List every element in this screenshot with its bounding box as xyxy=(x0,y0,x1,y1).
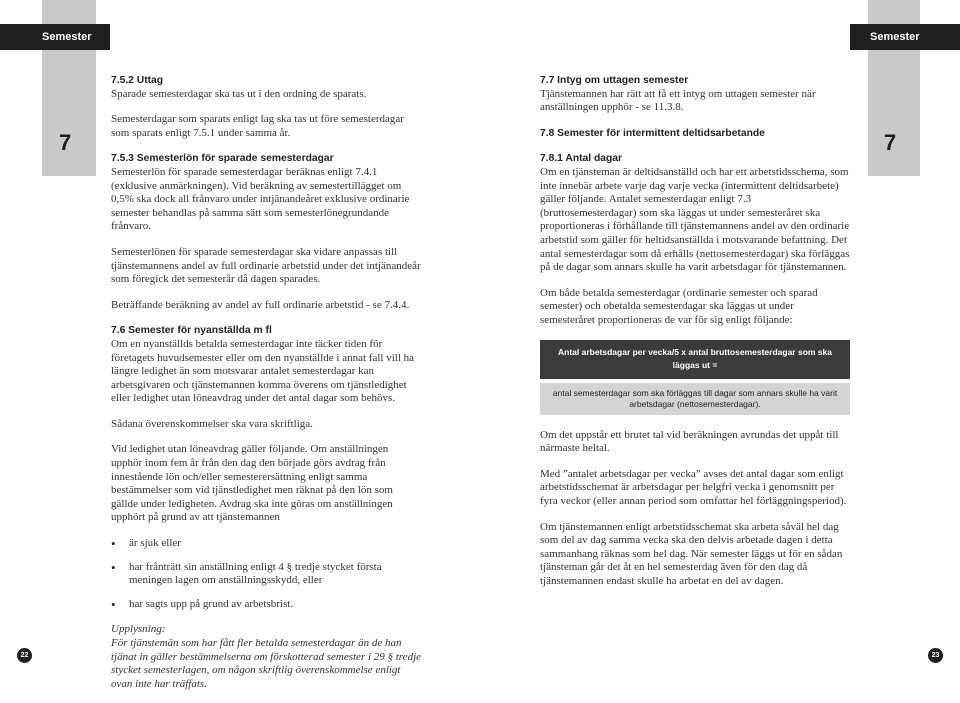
note-block xyxy=(111,623,421,691)
paragraph: Semesterdagar som sparats enligt lag ska tas ut före semesterdagar som sparats enligt 7.5.1 under samma år. xyxy=(111,113,404,139)
right-page-number: 23 xyxy=(928,648,943,663)
section-7-8-1 xyxy=(540,152,850,274)
paragraph: Vid ledighet utan löneavdrag gäller följande. Om anställningen upphör inom fem år från den dag den började görs avdrag från innestående lön och/eller semesterersättning enligt samma bestämmelser som vid tjänstledighet men räknat på den lön som gällde under ledigheten. Avdrag ska inte göras om anställningen upphört på grund av att tjänstemannen xyxy=(111,443,393,524)
right-running-header: Semester xyxy=(850,24,960,50)
formula-box: Antal arbetsdagar per vecka/5 x antal bruttosemesterdagar som ska läggas ut = xyxy=(540,340,850,379)
paragraph: Sparade semesterdagar ska tas ut i den ordning de sparats. xyxy=(111,87,367,100)
section-heading: 7.8 Semester för intermittent deltidsarbetande xyxy=(540,127,765,139)
section-heading: 7.6 Semester för nyanställda m fl xyxy=(111,325,272,337)
left-chapter-number: 7 xyxy=(59,130,72,155)
paragraph: Beträffande beräkning av andel av full ordinarie arbetstid - se 7.4.4. xyxy=(111,298,410,311)
paragraph: Om en nyanställds betalda semesterdagar inte täcker tiden för företagets huvudsemester eller om den nyanställde i annat fall vill ha längre ledighet än som motsvarar antalet semesterdagar kan arbetsgivaren och tjänstemannen komma överens om tjänstledighet eller ledighet utan löneavdrag under det antal dagar som behövs. xyxy=(111,337,415,405)
right-page-column xyxy=(540,74,850,601)
list-item: • är sjuk eller xyxy=(111,537,421,551)
section-7-5-3 xyxy=(111,152,421,234)
paragraph: Semesterlön för sparade semesterdagar beräknas enligt 7.4.1 (exklusive anmärkningen). Vid beräkning av semestertillägget om 0,5% ska dock all frånvaro under intjänandeåret exklusive ordinarie semester behandlas på samma sätt som semesterlönegrundande frånvaro. xyxy=(111,165,410,233)
section-heading: 7.5.3 Semesterlön för sparade semesterdagar xyxy=(111,153,334,165)
paragraph: Med ”antalet arbetsdagar per vecka” avses det antal dagar som enligt arbetstidsschemat är arbetsdagar per helgfri vecka i genomsnitt per fyra veckor (eller annan period som omfattar hel förläggningsperiod). xyxy=(540,467,847,508)
paragraph: Om en tjänsteman är deltidsanställd och har ett arbetstidsschema, som inte innebär arbete varje dag varje vecka (intermittent deltidsarbete) gäller följande. Antalet semesterdagar enligt 7.3 (bruttosemesterdagar) som ska läggas ut under semesteråret ska proportioneras i förhållande till tjänstemannens andel av den ordinarie arbetstid som gäller för heltidsanställda i motsvarande befattning. Det antal semesterdagar som då erhålls (nettosemesterdagar) ska förläggas på de dagar som annars skulle ha varit arbetsdagar för tjänstemannen. xyxy=(540,165,850,274)
section-7-6 xyxy=(111,324,421,406)
section-7-5-2 xyxy=(111,74,421,101)
paragraph: Om både betalda semesterdagar (ordinarie semester och sparad semester) och obetalda semesterdagar ska läggas ut under semesteråret proportioneras de var för sig enligt följande: xyxy=(540,286,818,326)
left-page-column xyxy=(111,74,421,703)
section-heading: 7.8.1 Antal dagar xyxy=(540,153,623,165)
paragraph: Om det uppstår ett brutet tal vid beräkningen avrundas det uppåt till närmaste heltal. xyxy=(540,428,839,455)
left-running-header: Semester xyxy=(0,24,110,50)
section-7-7 xyxy=(540,74,850,115)
paragraph: Semesterlönen för sparade semesterdagar ska vidare anpassas till tjänstemannens andel av full ordinarie arbetstid under det intjänandeår som föregick det semesterår då dagen sparades. xyxy=(111,245,421,286)
bullet-list xyxy=(111,537,421,611)
left-page-number: 22 xyxy=(17,648,32,663)
section-7-8 xyxy=(540,127,850,141)
list-item: • har frånträtt sin anställning enligt 4 § tredje stycket första meningen lagen om anställningsskydd, eller xyxy=(111,561,421,588)
paragraph: Tjänstemannen har rätt att få ett intyg om uttagen semester när anställningen upphör - se 11.3.8. xyxy=(540,87,816,114)
right-chapter-number: 7 xyxy=(884,130,897,155)
section-heading: 7.7 Intyg om uttagen semester xyxy=(540,75,689,86)
note-heading: Upplysning: xyxy=(111,623,166,636)
formula-result: antal semesterdagar som ska förläggas till dagar som annars skulle ha varit arbetsdagar (nettosemesterdagar). xyxy=(540,383,850,415)
list-item: • har sagts upp på grund av arbetsbrist. xyxy=(111,598,421,612)
paragraph: Om tjänstemannen enligt arbetstidsschemat ska arbeta såväl hel dag som del av dag samma vecka ska den delvis arbetade dagen i detta sammanhang räknas som hel dag. När semester läggs ut för en sådan tjänsteman går det åt en hel semesterdag även för den dag då tjänstemannen endast skulle ha arbetat en del av dagen. xyxy=(540,520,843,588)
paragraph: Sådana överenskommelser ska vara skriftliga. xyxy=(111,417,313,430)
section-heading: 7.5.2 Uttag xyxy=(111,75,164,86)
note-text: För tjänstemän som har fått fler betalda semesterdagar än de han tjänat in gäller bestämmelserna om förskotterad semester i 29 § tredje stycket semesterlagen, om någon skriftlig överenskommelse enligt ovan inte har träffats. xyxy=(111,637,422,690)
